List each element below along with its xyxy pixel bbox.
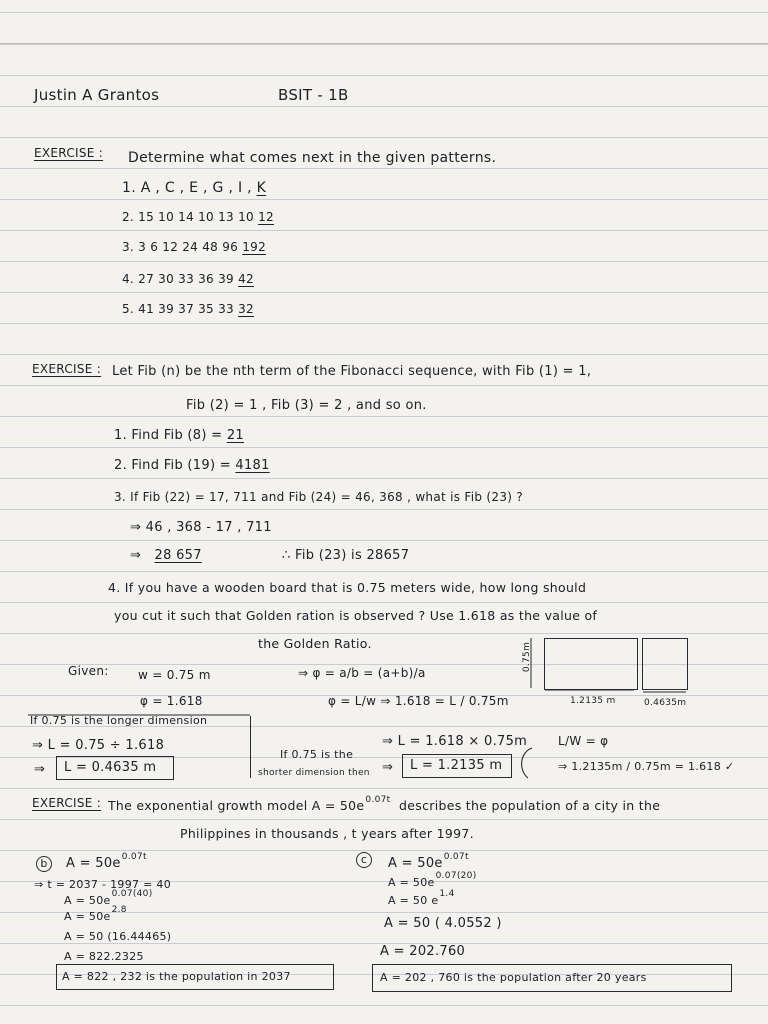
pattern-item-3: 3. 3 6 12 24 48 96 192: [122, 240, 267, 254]
case-shorter-arrow: ⇒: [382, 760, 394, 775]
case-shorter-title-line1: If 0.75 is the: [280, 748, 354, 761]
fib-intro-line1: Let Fib (n) be the nth term of the Fibonacci sequence, with Fib (1) = 1,: [112, 364, 592, 379]
exercise2-label: EXERCISE :: [32, 362, 102, 376]
part-c-eq2: $A = 50e^{0.07(20)}$: [388, 871, 477, 889]
growth-model-line1: The exponential growth model $A = 50e^{0.07t}$ describes the population of a city in the: [108, 795, 661, 813]
part-b-eq3: $A = 50e^{0.07(40)}$: [64, 889, 153, 907]
part-c-eq3: A = 50 $e^{1.4}$: [388, 889, 455, 907]
part-c-eq1: $A = 50e^{0.07t}$: [388, 852, 469, 871]
part-b-marker: b: [36, 856, 52, 872]
part-b-eq6: A = 822.2325: [64, 950, 144, 963]
fib-question-3: 3. If Fib (22) = 17, 711 and Fib (24) = 46, 368 , what is Fib (23) ?: [114, 490, 524, 504]
golden-formula-solved: φ = L/w ⇒ 1.618 = L / 0.75m: [328, 694, 509, 708]
exercise1-label: EXERCISE :: [34, 146, 104, 160]
growth-model-line2: Philippines in thousands , t years after 1997.: [180, 826, 474, 841]
fib-q3-step1: ⇒ 46 , 368 - 17 , 711: [130, 520, 272, 535]
fib-question-4-line3: the Golden Ratio.: [258, 636, 372, 651]
part-c-eq5: A = 202.760: [380, 944, 466, 959]
part-b-eq4: $A = 50e^{2.8}$: [64, 905, 127, 923]
pattern-item-2: 2. 15 10 14 10 13 10 12: [122, 210, 274, 224]
part-b-eq5: A = 50 (16.44465): [64, 930, 172, 943]
rect-width-small-label: 0.4635m: [644, 698, 687, 708]
part-b-eq1: $A = 50e^{0.07t}$: [66, 852, 147, 871]
fib-question-1: 1. Find Fib (8) = 21: [114, 428, 244, 443]
case-longer-title: If 0.75 is the longer dimension: [30, 714, 208, 727]
case-shorter-step: ⇒ L = 1.618 × 0.75m: [382, 734, 528, 749]
fib-q3-step2: ⇒ 28 657: [130, 548, 202, 563]
case-longer-step: ⇒ L = 0.75 ÷ 1.618: [32, 738, 165, 753]
given-phi: φ = 1.618: [140, 694, 203, 708]
fib-question-4-line1: 4. If you have a wooden board that is 0.75 meters wide, how long should: [108, 580, 587, 595]
part-c-result: A = 202 , 760 is the population after 20 years: [380, 971, 647, 984]
pattern-item-4: 4. 27 30 33 36 39 42: [122, 272, 254, 286]
given-label: Given:: [68, 664, 109, 678]
ratio-check-formula: L/W = φ: [558, 734, 609, 748]
case-shorter-result: L = 1.2135 m: [410, 758, 503, 773]
given-width: w = 0.75 m: [138, 668, 211, 682]
fib-intro-line2: Fib (2) = 1 , Fib (3) = 2 , and so on.: [186, 398, 427, 413]
part-b-eq2: ⇒ t = 2037 - 1997 = 40: [34, 878, 171, 891]
rect-height-label: 0.75m: [522, 641, 533, 673]
fib-q3-conclusion: ∴ Fib (23) is 28657: [282, 548, 410, 563]
exercise3-label: EXERCISE :: [32, 796, 102, 810]
case-longer-result: L = 0.4635 m: [64, 760, 157, 775]
rect-width-large-label: 1.2135 m: [570, 696, 616, 706]
case-shorter-title-line2: shorter dimension then: [258, 768, 370, 778]
pattern-item-5: 5. 41 39 37 35 33 32: [122, 302, 254, 316]
golden-formula: ⇒ φ = a/b = (a+b)/a: [298, 666, 426, 680]
part-c-eq4: A = 50 ( 4.0552 ): [384, 916, 502, 931]
pattern-item-1: 1. A , C , E , G , I , K: [122, 180, 267, 196]
part-c-marker: c: [356, 852, 372, 868]
part-b-result: A = 822 , 232 is the population in 2037: [62, 970, 291, 983]
check-bracket: [522, 748, 532, 778]
ratio-check-result: ⇒ 1.2135m / 0.75m = 1.618 ✓: [558, 760, 735, 773]
student-name: Justin A Grantos: [34, 86, 160, 104]
fib-question-4-line2: you cut it such that Golden ration is observed ? Use 1.618 as the value of: [114, 608, 598, 623]
case-longer-arrow: ⇒: [34, 762, 46, 777]
fib-question-2: 2. Find Fib (19) = 4181: [114, 458, 270, 473]
exercise1-prompt: Determine what comes next in the given patterns.: [128, 150, 497, 166]
student-section: BSIT - 1B: [278, 86, 349, 104]
